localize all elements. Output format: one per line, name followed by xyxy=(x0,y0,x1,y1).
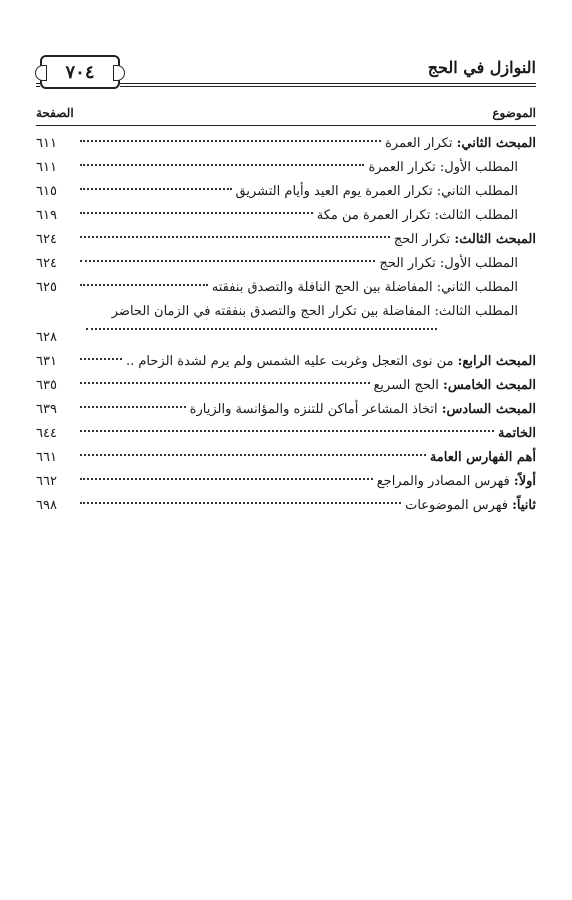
toc-entry-text: فهرس الموضوعات xyxy=(405,498,513,513)
toc-entry xyxy=(36,228,536,252)
toc-entry-title xyxy=(394,228,536,252)
dot-leader xyxy=(80,163,364,166)
toc-entry-page: ٦١٥ xyxy=(36,184,57,199)
toc-entry-text: المطلب الأول: تكرار العمرة xyxy=(368,160,518,175)
toc-entry-page: ٦٦٢ xyxy=(36,474,57,489)
dot-leader xyxy=(80,187,232,190)
toc-entry-title xyxy=(377,470,536,494)
toc-entry-title xyxy=(405,494,536,518)
toc-entry-title xyxy=(58,300,536,324)
toc-entry-text: المطلب الثاني: المفاضلة بين الحج النافلة والتصدق بنفقته xyxy=(211,280,518,295)
toc-entry-text: المطلب الثالث: المفاضلة بين تكرار الحج والتصدق بنفقته في الزمان الحاضر xyxy=(111,304,518,319)
toc-entry xyxy=(36,446,536,470)
toc-entry-page: ٦٢٤ xyxy=(36,232,57,247)
toc-entry-text: اتخاذ المشاعر أماكن للتنزه والمؤانسة والزيارة xyxy=(189,402,442,417)
toc-entry-title xyxy=(317,204,536,228)
dot-leader xyxy=(80,429,494,432)
dot-leader xyxy=(80,381,370,384)
toc-entry-page: ٦٣٥ xyxy=(36,378,57,393)
toc-entry-title xyxy=(430,446,536,470)
page-number-badge xyxy=(40,55,120,89)
toc-entry xyxy=(36,204,536,228)
toc-entry-text: تكرار العمرة xyxy=(385,136,457,151)
toc-entry xyxy=(36,132,536,156)
page-column-heading: الصفحة xyxy=(36,106,74,120)
toc-entry-lead: المبحث الرابع: xyxy=(457,354,536,369)
toc-entry xyxy=(36,374,536,398)
toc-entry xyxy=(36,300,536,350)
toc-entry-lead: ثانياً: xyxy=(512,498,536,513)
toc-entry-page: ٦٢٤ xyxy=(36,256,57,271)
toc-entry-lead: أولاً: xyxy=(513,474,536,489)
toc-entry-title xyxy=(374,374,536,398)
running-header-title: النوازل في الحج xyxy=(427,58,536,77)
toc-entry-page: ٦٤٤ xyxy=(36,426,57,441)
toc-entry-title xyxy=(212,276,536,300)
toc-entry-text: تكرار الحج xyxy=(393,232,455,247)
toc-entry-text: الحج السريع xyxy=(373,378,444,393)
toc-entry-text: المطلب الأول: تكرار الحج xyxy=(379,256,518,271)
toc-entry-text: المطلب الثالث: تكرار العمرة من مكة xyxy=(316,208,518,223)
toc-entry-title xyxy=(190,398,536,422)
toc-entry-page: ٦٢٥ xyxy=(36,280,57,295)
toc-entry-title xyxy=(368,156,536,180)
toc-list xyxy=(36,132,536,518)
toc-entry-title xyxy=(236,180,536,204)
toc-entry-lead: المبحث الثاني: xyxy=(456,136,536,151)
toc-entry xyxy=(36,350,536,374)
dot-leader xyxy=(80,139,381,142)
dot-leader xyxy=(80,501,401,504)
toc-entry-text: فهرس المصادر والمراجع xyxy=(376,474,514,489)
dot-leader xyxy=(80,283,208,286)
column-heading-rule xyxy=(36,125,536,126)
toc-entry-text: من نوى التعجل وغربت عليه الشمس ولم يرم لشدة الزحام .. xyxy=(125,354,458,369)
dot-leader xyxy=(80,259,375,262)
dot-leader xyxy=(80,357,122,360)
toc-entry xyxy=(36,494,536,518)
dot-leader xyxy=(80,211,313,214)
toc-entry-page: ٦٦١ xyxy=(36,450,57,465)
toc-entry-page: ٦٢٨ xyxy=(36,330,57,345)
toc-entry-text: المطلب الثاني: تكرار العمرة يوم العيد وأيام التشريق xyxy=(235,184,518,199)
toc-entry-lead: المبحث الثالث: xyxy=(454,232,536,247)
toc-entry xyxy=(36,276,536,300)
toc-entry-lead: المبحث السادس: xyxy=(441,402,536,417)
toc-entry-title xyxy=(126,350,536,374)
toc-entry xyxy=(36,156,536,180)
toc-entry xyxy=(36,398,536,422)
dot-leader xyxy=(80,235,390,238)
toc-entry-page: ٦٣٩ xyxy=(36,402,57,417)
toc-entry xyxy=(36,180,536,204)
toc-entry-page: ٦١٩ xyxy=(36,208,57,223)
toc-entry-page: ٦١١ xyxy=(36,160,57,175)
page-number: ٧٠٤ xyxy=(65,61,95,83)
toc-entry-page: ٦١١ xyxy=(36,136,57,151)
toc-entry-page: ٦٣١ xyxy=(36,354,57,369)
toc-entry-title xyxy=(498,422,536,446)
toc-entry-lead: الخاتمة xyxy=(497,426,536,441)
dot-leader xyxy=(80,405,186,408)
dot-leader xyxy=(86,327,437,330)
toc-entry xyxy=(36,422,536,446)
dot-leader xyxy=(80,477,373,480)
toc-entry-title xyxy=(385,132,536,156)
toc-entry-lead: أهم الفهارس العامة xyxy=(429,450,536,465)
topic-column-heading: الموضوع xyxy=(492,106,536,120)
dot-leader xyxy=(80,453,426,456)
toc-entry-page: ٦٩٨ xyxy=(36,498,57,513)
toc-entry xyxy=(36,252,536,276)
toc-entry xyxy=(36,470,536,494)
toc-entry-lead: المبحث الخامس: xyxy=(443,378,536,393)
toc-entry-title xyxy=(379,252,536,276)
